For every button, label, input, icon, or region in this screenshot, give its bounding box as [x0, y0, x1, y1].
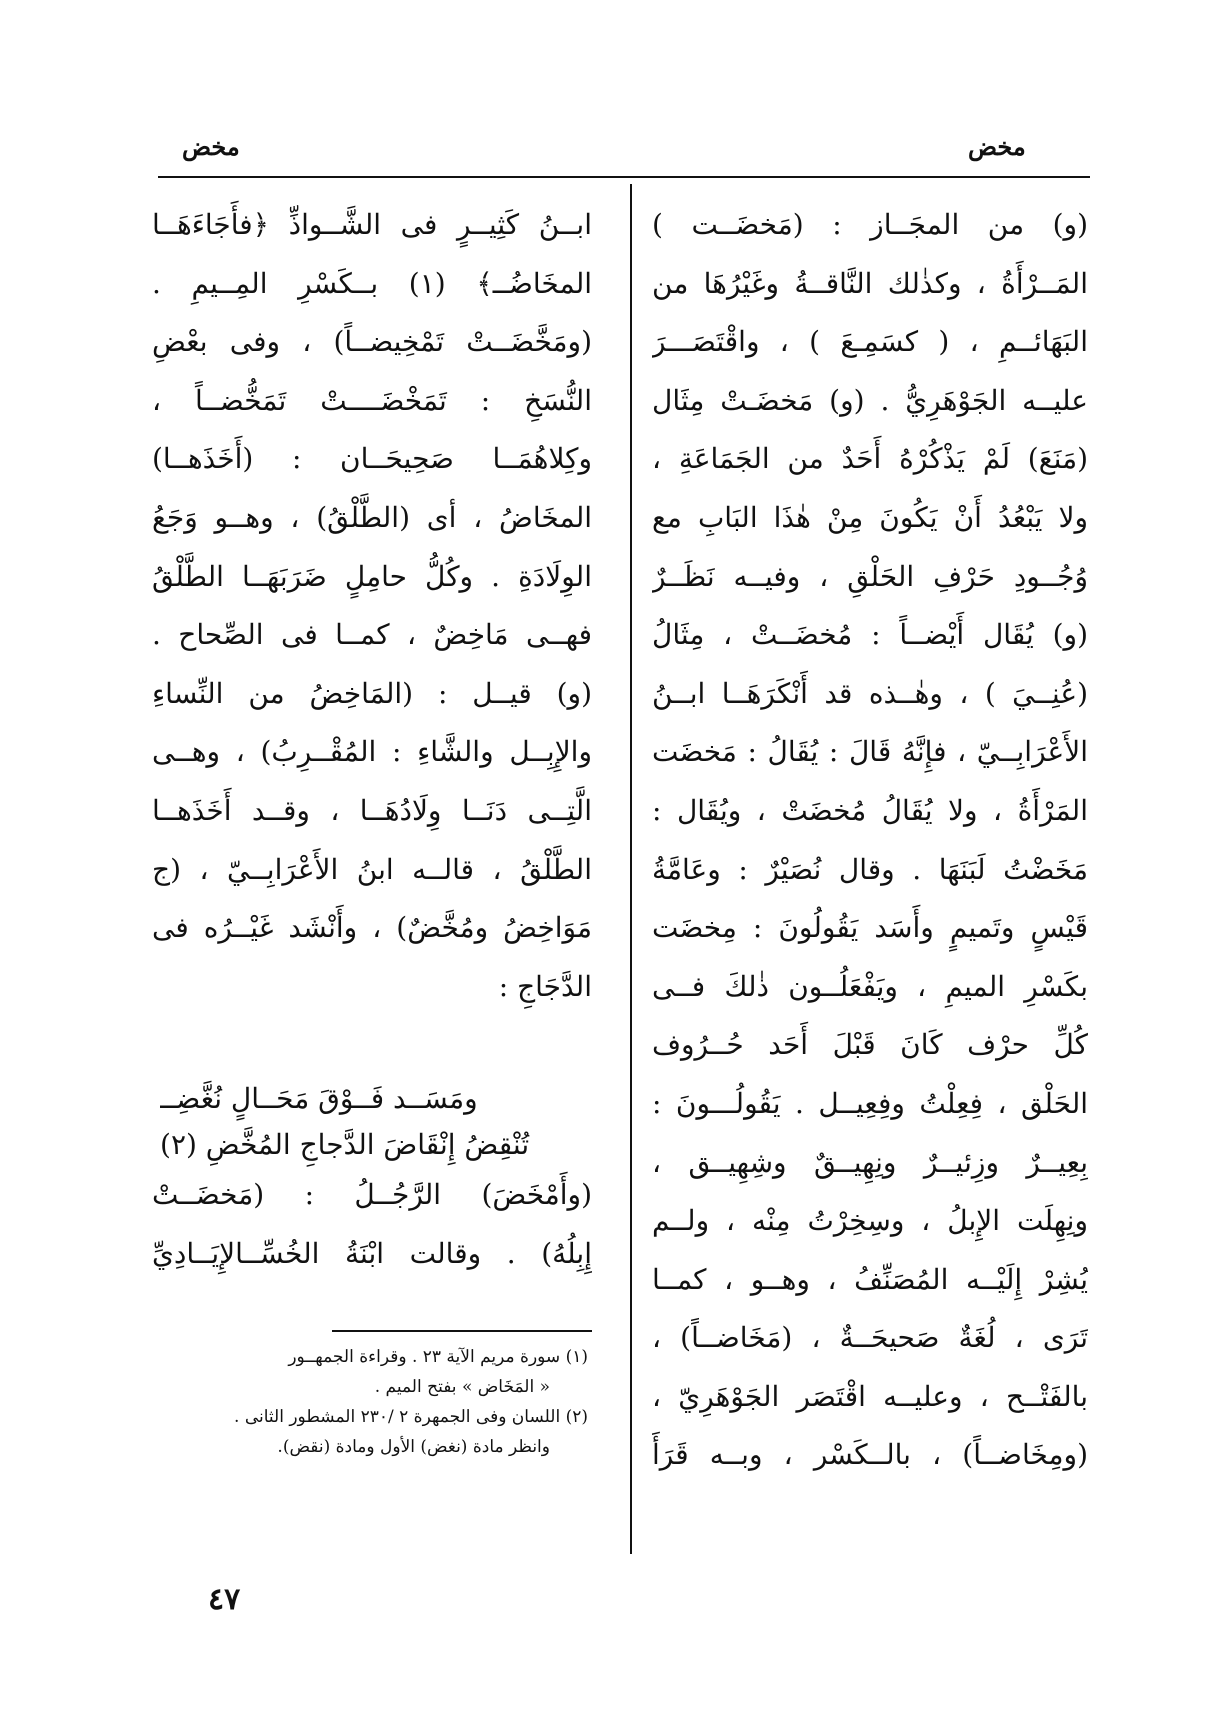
text-line: مَوَاخِضُ ومُخَّضٌ) ، وأَنْشَد غَيْــرُه فى [152, 911, 592, 945]
text-line: المَــرْأَةُ ، وكذٰلك النَّاقــةُ وغَيْرُهَا من [652, 266, 1088, 300]
text-line: إِبِلُهُ) . وقالت ابْنَةُ الخُسِّــالإِيَــادِيِّ [152, 1236, 592, 1270]
text-line: المخَاضُ ، أى (الطَّلْقُ) ، وهــو وَجَعُ [152, 500, 592, 534]
text-line: (وأَمْخَضَ) الرَّجُــلُ : (مَخضَــتْ [152, 1178, 592, 1211]
text-line: الأَعْرَابِــيّ ، فإِنَّهُ قَالَ : يُقَالُ : مَخضَت [652, 735, 1088, 769]
poem-verse [160, 1076, 588, 1168]
text-line: ابــنُ كَثِيــرٍ فى الشَّــواذِّ ﴿فأَجَاءَهَــا [152, 208, 592, 241]
text-line: وكِلاهُمَــا صَحِيحَــان : (أَخَذَهــا) [152, 442, 592, 476]
text-line: مَخَضْتُ لَبَنَهَا . وقال نُصَيْرٌ : وعَامَّةُ [652, 852, 1088, 886]
text-line: النُّسَخِ : تَمَخْضَــــتْ تَمَخُّضــاً ، [152, 383, 592, 417]
poem-line: تُنْقِضُ إِنْقَاضَ الدَّجاجِ المُخَّضِ (٢) [160, 1128, 530, 1161]
text-line: (ومَخَّضَــتْ تَمْخِيضــاً) ، وفى بعْضِ [152, 325, 592, 359]
text-line: ونِهِلَت الإِبلُ ، وسِخِرْتُ مِنْه ، ولــم [652, 1204, 1088, 1238]
text-line: المَرْأَةُ ، ولا يُقَالُ مُخضَتْ ، ويُقَال : [652, 793, 1088, 827]
text-line: يُشِرْ إِلَيْــه المُصَنِّفُ ، وهــو ، كمــا [652, 1262, 1088, 1296]
header-rule [158, 176, 1090, 178]
footnote-line: (١) سورة مريم الآية ٢٣ . وقراءة الجمهــور [288, 1347, 588, 1367]
text-line: البَهَائــمِ ، ( كسَمِـعَ ) ، واقْتَصَـــرَ [652, 325, 1088, 359]
poem-line: ومَسَــد فَــوْقَ مَحَــالٍ نُغَّضِــ [160, 1082, 478, 1115]
text-line: الحَلْق ، فِعِلْتُ وفِعِيــل . يَقُولُـــونَ : [652, 1086, 1088, 1120]
footnote-line: « المَخَاض » بفتح الميم . [374, 1377, 550, 1397]
running-header-right: مخض [968, 132, 1026, 161]
text-line: (و) من المجَــاز : (مَخضَــت ) [652, 208, 1088, 241]
text-line: (و) قيــل : (المَاخِضُ من النِّساءِ [152, 676, 592, 710]
text-line: والإِبِــل والشَّاءِ : المُقْــرِبُ) ، وهــى [152, 735, 592, 769]
right-column [652, 196, 1088, 1485]
footnotes [176, 1342, 588, 1462]
text-line: تَرَى ، لُغَةٌ صَحيحَــةٌ ، (مَخَاضــاً) ، [652, 1321, 1088, 1355]
text-line: (و) يُقَال أَيْضــاً : مُخضَــتْ ، مِثَالُ [652, 618, 1088, 652]
footnote-line: وانظر مادة (نغض) الأول ومادة (نقض). [277, 1437, 550, 1457]
text-line: بِعِيــرٌ وزِئيــرٌ ونِهِيــقٌ وشِهِيــق ، [652, 1145, 1088, 1179]
text-line: عليــه الجَوْهَرِيُّ . (و) مَخضَـتْ مِثَال [652, 383, 1088, 417]
page-number: ٤٧ [208, 1582, 241, 1617]
text-line: (عُنِــيَ ) ، وهٰــذه قد أَنْكَرَهَــا ابــنُ [652, 676, 1088, 710]
text-line: فهــى مَاخِضٌ ، كمــا فى الصِّحاح . [152, 618, 592, 652]
left-column [152, 196, 592, 1016]
text-line: بكَسْرِ الميمِ ، ويَفْعَلُــون ذٰلكَ فــى [652, 969, 1088, 1003]
text-line: الطَّلْقُ ، قالــه ابنُ الأَعْرَابِــيّ ، (ج [152, 852, 592, 886]
text-line: الوِلَادَةِ . وكُلُّ حامِلٍ ضَرَبَهَــا الطَّلْقُ [152, 559, 592, 593]
text-line: الَّتِــى دَنَــا وِلَادُهَــا ، وقــد أَخَذَهــا [152, 793, 592, 827]
footnote-line: (٢) اللسان وفى الجمهرة ٢ /٢٣٠ المشطور الثانى . [234, 1407, 588, 1427]
text-line: وُجُــودِ حَرْفِ الحَلْقِ ، وفيــه نَظَــرٌ [652, 559, 1088, 593]
text-line: الدَّجَاجِ : [498, 969, 592, 1003]
running-header-left: مخض [182, 132, 240, 161]
text-line: بالفَتْــح ، وعليــه اقْتَصَر الجَوْهَرِيّ ، [652, 1379, 1088, 1413]
text-line: (ومِخَاضــاً) ، بالــكَسْر ، وبــه قَرَأَ [652, 1438, 1088, 1472]
left-column-continuation [152, 1166, 592, 1283]
text-line: (مَنَعَ) لَمْ يَذْكُرْهُ أَحَدٌ من الجَمَاعَةِ ، [652, 442, 1088, 476]
column-divider [630, 184, 632, 1554]
footnote-rule [332, 1330, 592, 1332]
text-line: قَيْسٍ وتَميمٍ وأَسَد يَقُولُونَ : مِخضَت [652, 911, 1088, 945]
text-line: المخَاضُــ﴾ (١) بــكَسْرِ المِــيمِ . [152, 266, 592, 300]
text-line: ولا يَبْعُدُ أَنْ يَكُونَ مِنْ هٰذَا البَابِ مع [652, 500, 1088, 534]
text-line: كُلِّ حرْف كَانَ قَبْلَ أَحَد حُــرُوف [652, 1028, 1088, 1062]
